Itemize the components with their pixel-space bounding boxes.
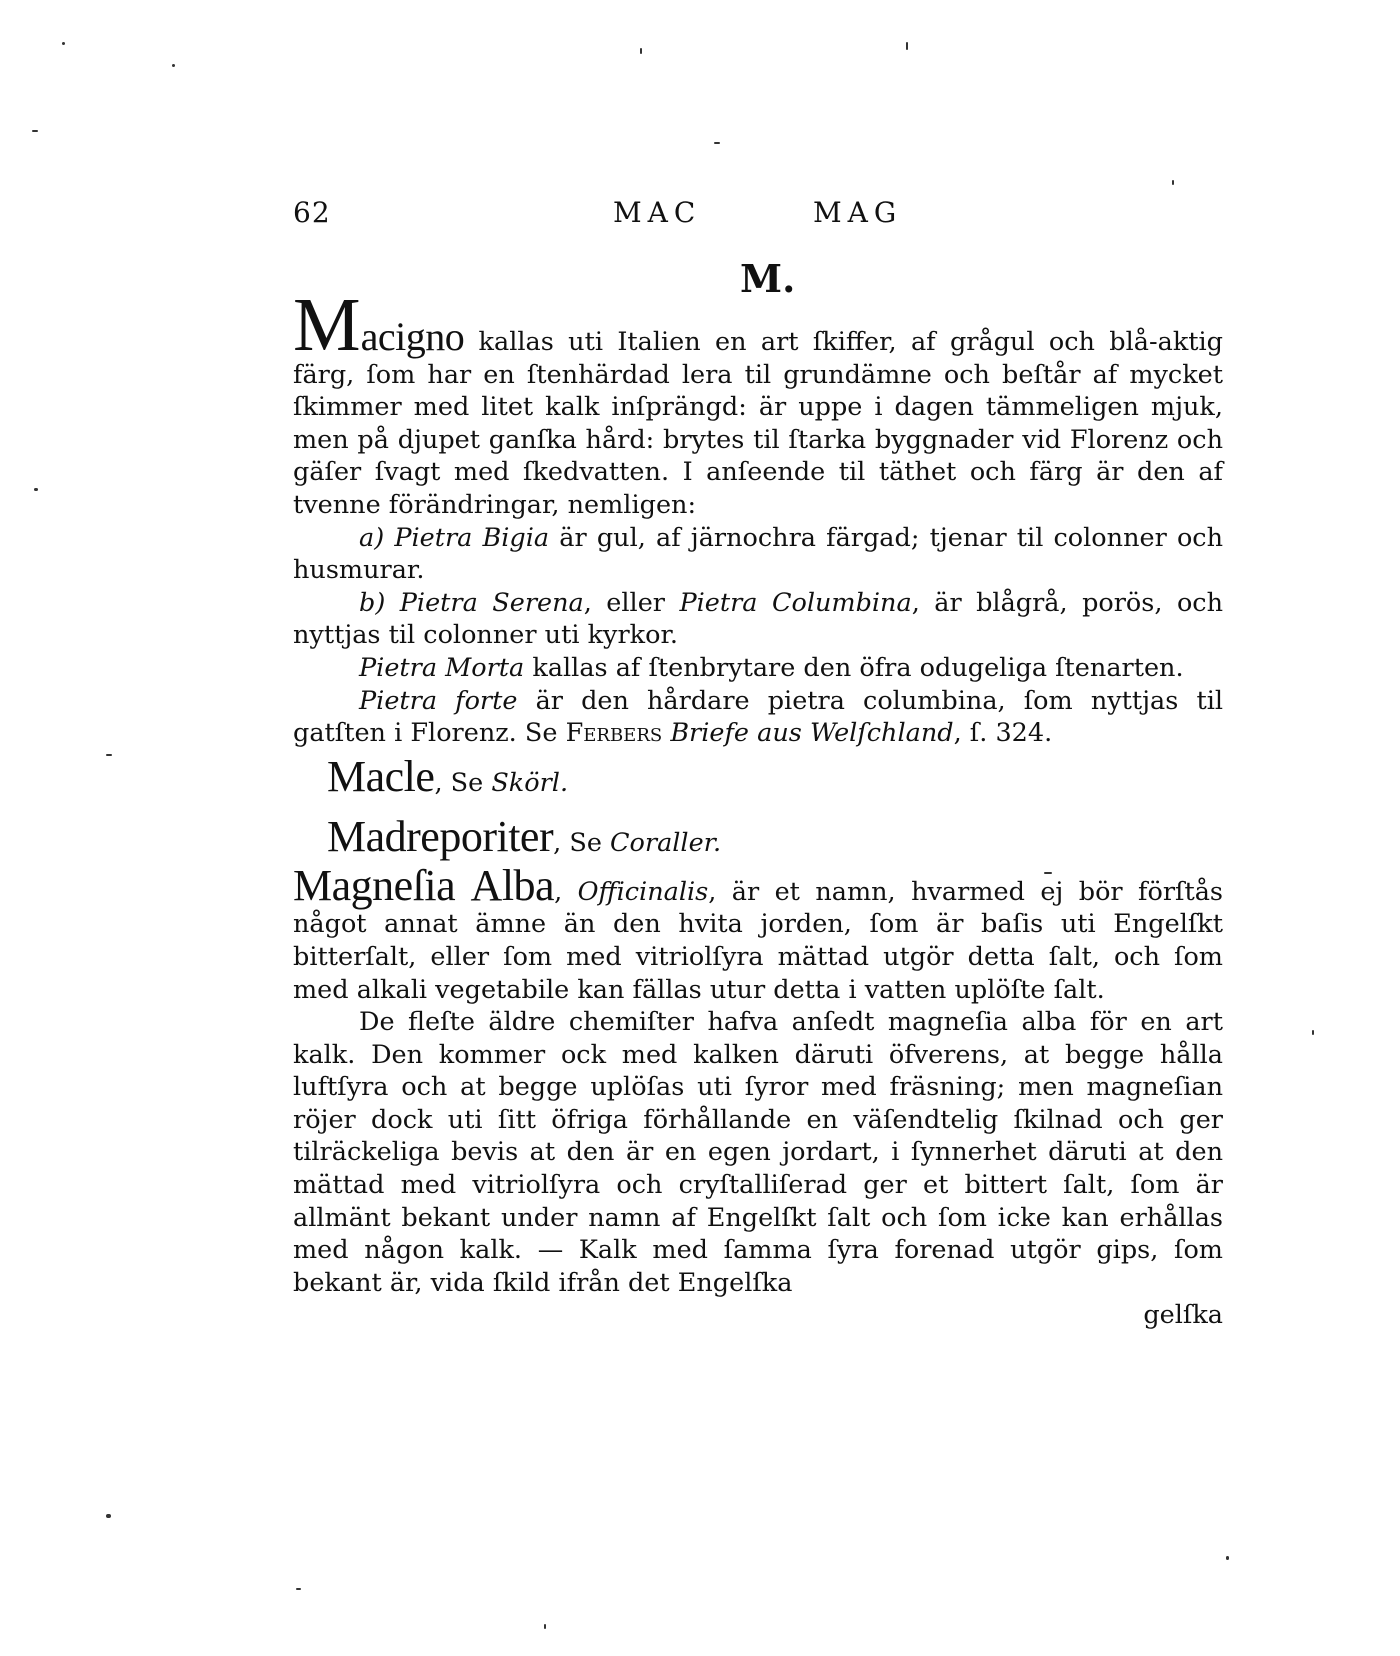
paragraph-pietra-morta	[293, 652, 1223, 685]
cross-reference: Skörl.	[491, 767, 569, 798]
variant-text: , är blågrå, porös, och nyttjas til colonner uti kyrkor.	[293, 587, 1223, 651]
variant-label: a)	[359, 522, 385, 553]
guide-word-right: MAG	[813, 196, 903, 229]
scan-speck	[1044, 872, 1052, 874]
entry-macigno	[293, 283, 1223, 522]
dictionary-body	[293, 283, 1224, 1332]
scan-speck	[1312, 1030, 1314, 1035]
entry-magnesia	[293, 860, 1223, 1006]
paragraph-text: kallas af ſtenbrytare den öfra odugeliga ſtenarten.	[524, 652, 1184, 683]
scan-speck	[906, 42, 908, 50]
separator: ,	[434, 767, 451, 798]
scan-speck	[1226, 1556, 1229, 1560]
page-reference: , ſ. 324.	[953, 718, 1053, 749]
headword-macle: Macle	[327, 751, 435, 801]
scan-speck	[296, 1588, 301, 1590]
variant-text: , eller	[583, 587, 680, 618]
drop-cap: M	[293, 283, 361, 367]
variant-name: Pietra Bigia	[394, 522, 550, 553]
paragraph-text: är den hårdare pietra columbina, ſom nyttjas til gatſten i Florenz. Se	[293, 685, 1224, 749]
section-letter: M.	[740, 256, 796, 301]
scan-speck	[172, 64, 175, 67]
scan-speck	[34, 488, 38, 491]
entry-macle	[293, 750, 1223, 810]
variant-a	[293, 522, 1223, 587]
variant-name-alt: Pietra Columbina	[679, 587, 912, 618]
scan-speck	[106, 1514, 111, 1518]
see-label: Se	[450, 767, 492, 798]
scan-speck	[106, 754, 112, 756]
running-head	[293, 196, 1193, 236]
separator: ,	[553, 827, 570, 858]
separator: ,	[554, 876, 578, 907]
entry-text: kallas uti Italien en art ſkiffer, af grågul och blå-aktig färg, ſom har en ſtenhärdad lera til grundämne och beſtår af mycket ſkimmer med litet kalk inſprängd: är uppe i dagen tämmeligen mjuk, men på djupet ganſka hård: brytes til ſtarka byggnader vid Florenz och gäſer ſvagt med ſkedvatten. I anſeende til täthet och färg är den af tvenne förändringar, nemligen:	[293, 327, 1223, 520]
work-title: Briefe aus Welſchland	[670, 718, 954, 749]
headword-macigno: acigno	[360, 314, 465, 359]
paragraph-magnesia-2: De fleſte äldre chemiſter hafva anſedt magneſia alba för en art kalk. Den kommer ock med kalken däruti öfverens, at begge hålla luftſyra och at begge uplöſas uti ſyror med fräsning; men magneſian röjer dock uti ſitt öfriga förhållande en väſendtelig ſkilnad och ger tilräckeliga bevis at den är en egen jordart, i ſynnerhet däruti at den mättad med vitriolſyra och cryſtalliſerad ger et bittert ſalt, ſom är allmänt bekant under namn af Engelſkt ſalt och ſom icke kan erhållas med någon kalk. — Kalk med ſamma ſyra forenad utgör gips, ſom bekant är, vida ſkild ifrån det Engelſka	[293, 1007, 1223, 1298]
headword-magnesia: Magneſia Alba	[293, 860, 555, 910]
variant-b	[293, 587, 1223, 652]
guide-word-left: MAC	[613, 196, 702, 229]
variant-name: Pietra Serena	[399, 587, 584, 618]
headword-madreporiter: Madreporiter	[327, 811, 554, 861]
scan-speck	[544, 1624, 546, 1629]
catchword: gelſka	[1143, 1300, 1223, 1331]
scan-speck	[1172, 180, 1174, 185]
author-name: Ferbers	[565, 718, 663, 749]
entry-text: , är et namn, hvarmed ej bör förſtås något annat ämne än den hvita jorden, ſom är baſis uti Engelſkt bitterſalt, eller ſom med vitriolſyra mättad utgör detta ſalt, och ſom med alkali vegetabile kan fällas utur detta i vatten uplöſte ſalt.	[293, 876, 1223, 1005]
scan-speck	[32, 130, 38, 132]
scan-speck	[62, 42, 65, 45]
alt-name: Officinalis	[577, 876, 709, 907]
scan-speck	[640, 48, 642, 54]
cross-reference: Coraller.	[610, 827, 722, 858]
variant-label: b)	[359, 587, 386, 618]
see-label: Se	[569, 827, 611, 858]
page-number: 62	[293, 196, 331, 229]
term-name: Pietra Morta	[359, 652, 525, 683]
term-name: Pietra forte	[359, 685, 518, 716]
scan-speck	[714, 142, 720, 144]
variant-text: är gul, af järnochra färgad; tjenar til colonner och husmurar.	[293, 522, 1224, 586]
paragraph-pietra-forte	[293, 685, 1223, 750]
